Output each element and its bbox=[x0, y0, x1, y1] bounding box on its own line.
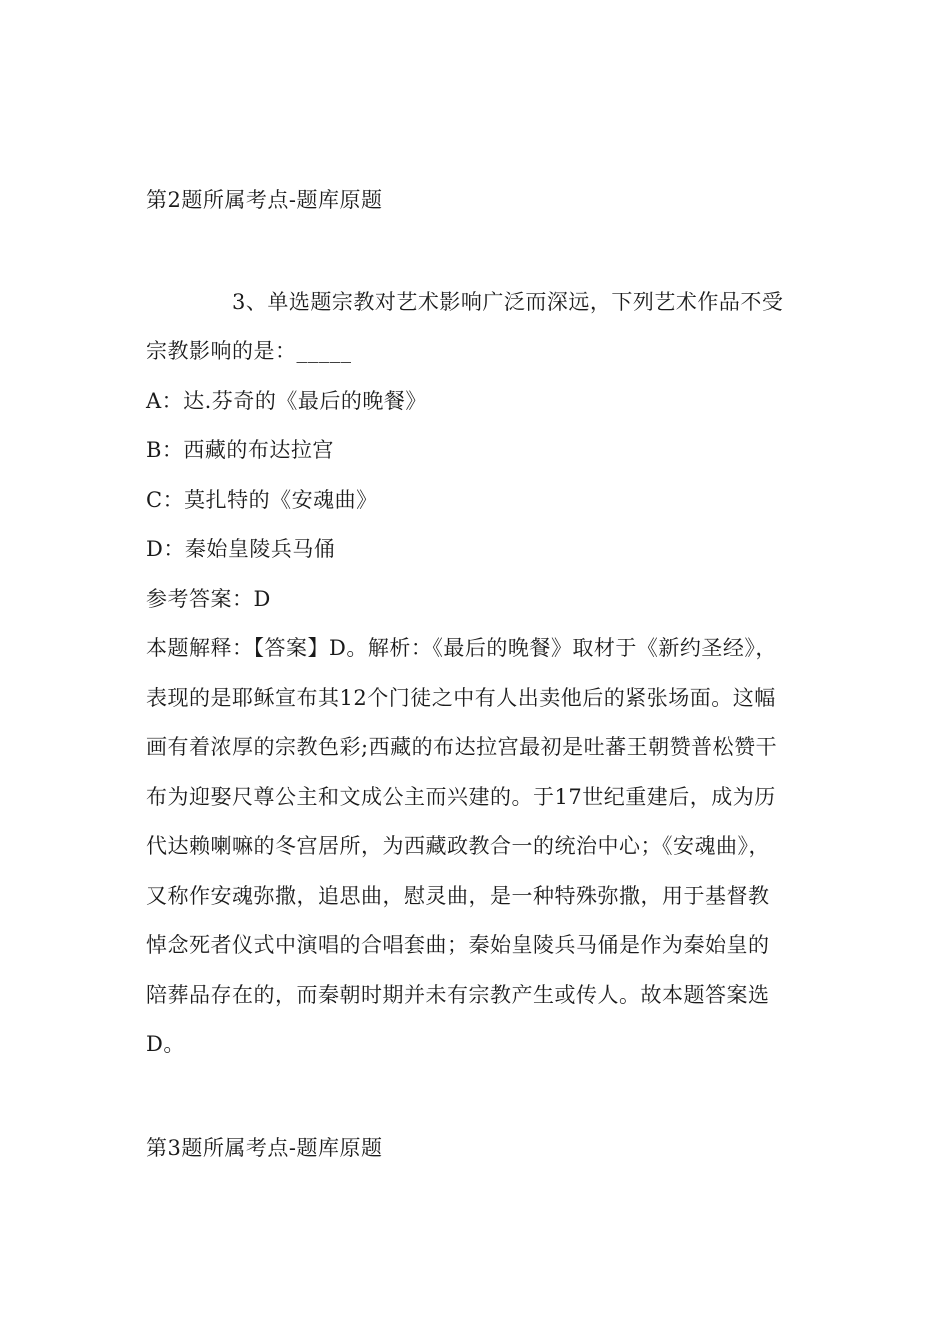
explanation-line: 本题解释：【答案】D。解析：《最后的晚餐》取材于《新约圣经》， bbox=[146, 636, 777, 660]
explanation-line: D。 bbox=[146, 1032, 185, 1056]
explanation-line: 陪葬品存在的，而秦朝时期并未有宗教产生或传人。故本题答案选 bbox=[146, 983, 770, 1007]
option-c: C：莫扎特的《安魂曲》 bbox=[146, 488, 378, 512]
explanation-line: 表现的是耶稣宣布其12个门徒之中有人出卖他后的紧张场面。这幅 bbox=[146, 686, 776, 710]
explanation-line: 布为迎娶尺尊公主和文成公主而兴建的。于17世纪重建后，成为历 bbox=[146, 785, 776, 809]
option-a: A：达.芬奇的《最后的晚餐》 bbox=[146, 389, 427, 413]
option-d: D：秦始皇陵兵马俑 bbox=[146, 537, 336, 561]
explanation-line: 画有着浓厚的宗教色彩;西藏的布达拉宫最初是吐蕃王朝赞普松赞干 bbox=[146, 735, 778, 759]
question-stem-line-2: 宗教影响的是：_____ bbox=[146, 339, 352, 363]
explanation-line: 悼念死者仪式中演唱的合唱套曲；秦始皇陵兵马俑是作为秦始皇的 bbox=[146, 933, 770, 957]
question-stem-line-1: 3、单选题宗教对艺术影响广泛而深远，下列艺术作品不受 bbox=[232, 290, 784, 314]
explanation-line: 代达赖喇嘛的冬宫居所，为西藏政教合一的统治中心；《安魂曲》， bbox=[146, 834, 770, 858]
topic-heading-next: 第3题所属考点-题库原题 bbox=[146, 1136, 383, 1160]
option-b: B：西藏的布达拉宫 bbox=[146, 438, 334, 462]
explanation-line: 又称作安魂弥撒，追思曲，慰灵曲，是一种特殊弥撒，用于基督教 bbox=[146, 884, 770, 908]
reference-answer: 参考答案：D bbox=[146, 587, 271, 611]
topic-heading-prev: 第2题所属考点-题库原题 bbox=[146, 188, 383, 212]
